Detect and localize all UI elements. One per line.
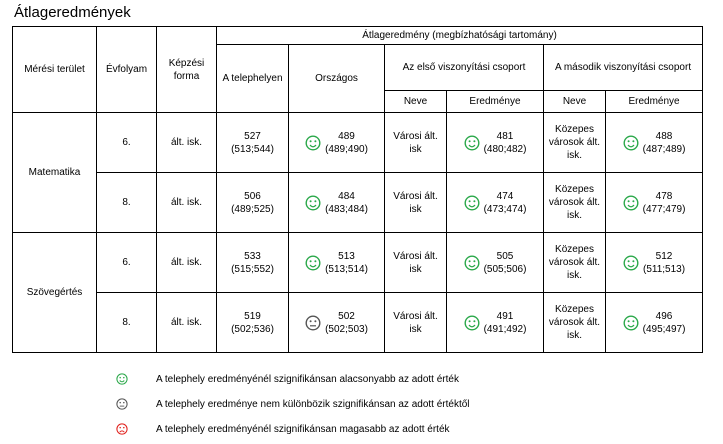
national-result-cell (289, 173, 385, 233)
site-range: (502;536) (231, 323, 274, 335)
group1-name: Városi ált. isk (393, 190, 438, 215)
area-label: Szövegértés (26, 287, 83, 298)
group2-range: (487;489) (642, 143, 686, 155)
form-cell (157, 113, 217, 173)
header-neve (385, 91, 447, 113)
national-result-cell (289, 113, 385, 173)
area-cell (13, 113, 97, 233)
page-title: Átlageredmények (14, 4, 131, 21)
header-label: Átlageredmény (megbízhatósági tartomány) (362, 30, 557, 41)
grade-cell (97, 233, 157, 293)
group2-range: (511;513) (642, 263, 686, 275)
group1-name-cell (385, 293, 447, 353)
neutral-face-icon (305, 315, 321, 331)
green-smiley-icon (623, 195, 639, 211)
header-evfolyam (97, 27, 157, 113)
header-label: Mérési terület (24, 64, 85, 75)
group2-name: Közepes városok ált. isk. (548, 184, 601, 221)
site-result-cell (217, 173, 289, 233)
site-result-cell (217, 113, 289, 173)
site-range: (515;552) (231, 263, 274, 275)
group1-name: Városi ált. isk (393, 130, 438, 155)
green-smiley-icon (464, 255, 480, 271)
green-smiley-icon (116, 373, 128, 385)
header-orszagos (289, 45, 385, 113)
green-smiley-icon (464, 315, 480, 331)
header-label: Évfolyam (105, 64, 148, 75)
group1-value: 505 (496, 250, 514, 262)
green-smiley-icon (464, 135, 480, 151)
group1-name: Városi ált. isk (393, 310, 438, 335)
group2-name: Közepes városok ált. isk. (548, 304, 601, 341)
header-label: Képzési forma (168, 57, 205, 82)
table-row (13, 293, 703, 353)
header-neve (544, 91, 606, 113)
group1-value: 474 (496, 190, 514, 202)
group1-range: (473;474) (483, 203, 527, 215)
group1-result-cell (447, 113, 544, 173)
grade-value: 8. (122, 317, 131, 328)
red-frown-icon (116, 423, 128, 435)
header-row (13, 27, 703, 45)
legend-text: A telephely eredményénél szignifikánsan alacsonyabb az adott érték (156, 373, 459, 385)
table-row (13, 113, 703, 173)
site-result-cell (217, 293, 289, 353)
site-value: 533 (244, 250, 261, 262)
group1-result-cell (447, 293, 544, 353)
results-table (12, 26, 703, 353)
group2-value: 512 (655, 250, 673, 262)
header-label: Országos (315, 73, 358, 84)
group2-name: Közepes városok ált. isk. (548, 244, 601, 281)
grade-cell (97, 113, 157, 173)
header-elso-csoport (385, 45, 544, 91)
group2-value: 478 (655, 190, 673, 202)
header-eredmenye (606, 91, 703, 113)
grade-value: 8. (122, 197, 131, 208)
header-label: Eredménye (469, 96, 521, 107)
table-row (13, 233, 703, 293)
header-kepzesi-forma (157, 27, 217, 113)
national-value: 484 (338, 190, 355, 202)
group1-name-cell (385, 173, 447, 233)
grade-value: 6. (122, 257, 131, 268)
national-value: 513 (338, 250, 355, 262)
site-result-cell (217, 233, 289, 293)
form-value: ált. isk. (170, 317, 203, 328)
green-smiley-icon (305, 255, 321, 271)
national-range: (489;490) (325, 143, 368, 155)
site-range: (513;544) (231, 143, 274, 155)
group1-result-cell (447, 173, 544, 233)
legend-item (116, 373, 459, 385)
group1-range: (505;506) (483, 263, 527, 275)
group2-value: 496 (655, 310, 673, 322)
green-smiley-icon (464, 195, 480, 211)
group2-name-cell (544, 113, 606, 173)
group2-result-cell (606, 293, 703, 353)
group1-result-cell (447, 233, 544, 293)
grade-cell (97, 173, 157, 233)
header-label: A második viszonyítási csoport (554, 62, 692, 73)
green-smiley-icon (623, 135, 639, 151)
group1-name-cell (385, 113, 447, 173)
group2-name-cell (544, 173, 606, 233)
legend-text: A telephely eredményénél szignifikánsan magasabb az adott érték (156, 423, 450, 435)
form-value: ált. isk. (170, 137, 203, 148)
green-smiley-icon (623, 255, 639, 271)
national-result-cell (289, 293, 385, 353)
group2-result-cell (606, 233, 703, 293)
national-value: 489 (338, 130, 355, 142)
group2-name-cell (544, 233, 606, 293)
group1-value: 491 (496, 310, 514, 322)
neutral-face-icon (116, 398, 128, 410)
national-range: (502;503) (325, 323, 368, 335)
grade-value: 6. (122, 137, 131, 148)
site-value: 506 (244, 190, 261, 202)
group1-name-cell (385, 233, 447, 293)
group2-result-cell (606, 173, 703, 233)
green-smiley-icon (623, 315, 639, 331)
header-atlag-group (217, 27, 703, 45)
header-telephelyen (217, 45, 289, 113)
group2-range: (495;497) (642, 323, 686, 335)
legend-item (116, 423, 450, 435)
site-value: 519 (244, 310, 261, 322)
green-smiley-icon (305, 195, 321, 211)
header-label: Eredménye (628, 96, 680, 107)
group2-name: Közepes városok ált. isk. (548, 124, 601, 161)
national-result-cell (289, 233, 385, 293)
grade-cell (97, 293, 157, 353)
green-smiley-icon (305, 135, 321, 151)
header-masodik-csoport (544, 45, 703, 91)
header-meresi-terulet (13, 27, 97, 113)
area-cell (13, 233, 97, 353)
site-value: 527 (244, 130, 261, 142)
group1-value: 481 (496, 130, 514, 142)
site-range: (489;525) (231, 203, 274, 215)
group1-range: (480;482) (483, 143, 527, 155)
table-row (13, 173, 703, 233)
header-label: Neve (562, 96, 587, 107)
legend-text: A telephely eredménye nem különbözik szignifikánsan az adott értéktől (156, 398, 470, 410)
header-label: Neve (403, 96, 428, 107)
form-value: ált. isk. (170, 197, 203, 208)
national-value: 502 (338, 310, 355, 322)
area-label: Matematika (28, 167, 81, 178)
form-value: ált. isk. (170, 257, 203, 268)
header-label: Az első viszonyítási csoport (402, 62, 526, 73)
form-cell (157, 293, 217, 353)
group2-result-cell (606, 113, 703, 173)
form-cell (157, 173, 217, 233)
header-label: A telephelyen (222, 73, 283, 84)
group1-range: (491;492) (483, 323, 527, 335)
national-range: (483;484) (325, 203, 368, 215)
group2-name-cell (544, 293, 606, 353)
group2-range: (477;479) (642, 203, 686, 215)
national-range: (513;514) (325, 263, 368, 275)
header-eredmenye (447, 91, 544, 113)
form-cell (157, 233, 217, 293)
legend-item (116, 398, 470, 410)
group1-name: Városi ált. isk (393, 250, 438, 275)
group2-value: 488 (655, 130, 673, 142)
